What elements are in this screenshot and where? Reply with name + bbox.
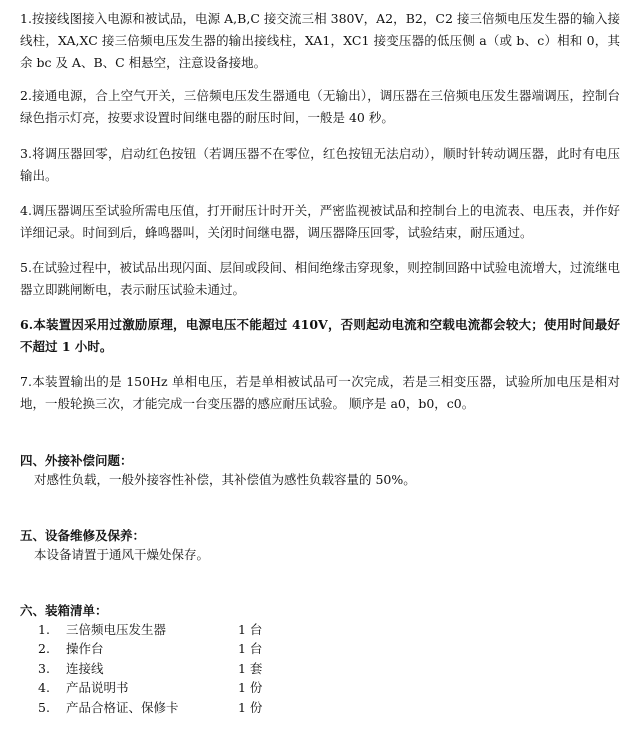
list-item (38, 639, 438, 658)
item-quantity: 1 套 (238, 660, 263, 676)
item-number: 5. (38, 699, 50, 715)
section-4-text: 对感性负载，一般外接容性补偿，其补偿值为感性负载容量的 50%。 (34, 472, 416, 487)
section-6-title: 六、装箱清单： (20, 603, 108, 618)
paragraph-7: 7.本装置输出的是 150Hz 单相电压，若是单相被试品可一次完成，若是三相变压器，试验所加电压是相对地，一般轮换三次，才能完成一台变压器的感应耐压试验。 顺序是 a0，b0，c0。 (20, 374, 620, 411)
item-quantity: 1 份 (238, 699, 263, 715)
packing-list (38, 620, 438, 717)
paragraph-2: 2.接通电源，合上空气开关，三倍频电压发生器通电（无输出），调压器在三倍频电压发生器端调压，控制台绿色指示灯亮，按要求设置时间继电器的耐压时间，一般是 40 秒。 (20, 88, 620, 125)
section-5-title: 五、设备维修及保养： (20, 528, 146, 543)
list-item (38, 678, 438, 697)
paragraph-5: 5.在试验过程中，被试品出现闪面、层间或段间、相间绝缘击穿现象，则控制回路中试验电流增大，过流继电器立即跳闸断电，表示耐压试验未通过。 (20, 260, 620, 297)
list-item (38, 698, 438, 717)
item-number: 2. (38, 641, 50, 657)
item-quantity: 1 台 (238, 622, 263, 637)
item-name: 产品说明书 (66, 680, 129, 696)
paragraph-4: 4.调压器调压至试验所需电压值，打开耐压计时开关，严密监视被试品和控制台上的电流表、电压表，并作好详细记录。时间到后，蜂鸣器叫，关闭时间继电器，调压器降压回零，试验结束，耐压通过。 (20, 203, 620, 240)
item-quantity: 1 份 (238, 680, 263, 696)
section-5-text: 本设备请置于通风干燥处保存。 (34, 547, 210, 562)
item-number: 1. (38, 622, 50, 637)
item-number: 3. (38, 660, 50, 676)
list-item (38, 620, 438, 639)
item-name: 三倍频电压发生器 (66, 622, 167, 637)
item-quantity: 1 台 (238, 641, 263, 657)
list-item (38, 659, 438, 678)
paragraph-1: 1.按接线图接入电源和被试品，电源 A,B,C 接交流三相 380V，A2，B2，C2 接三倍频电压发生器的输入接线柱，XA,XC 接三倍频电压发生器的输出接线柱，XA1，XC1 接变压器的低压侧 a（或 b、c）相和 0，其余 bc 及 A、B、C 相悬空，注意设备接地。 (20, 11, 620, 70)
paragraph-6-warning: 6.本装置因采用过激励原理，电源电压不能超过 410V，否则起动电流和空载电流都会较大；使用时间最好不超过 1 小时。 (20, 317, 620, 354)
paragraph-3: 3.将调压器回零，启动红色按钮（若调压器不在零位，红色按钮无法启动），顺时针转动调压器，此时有电压输出。 (20, 146, 620, 183)
section-4-title: 四、外接补偿问题： (20, 453, 133, 468)
item-name: 操作台 (66, 641, 104, 657)
item-number: 4. (38, 680, 50, 696)
item-name: 产品合格证、保修卡 (66, 699, 179, 715)
item-name: 连接线 (66, 660, 104, 676)
